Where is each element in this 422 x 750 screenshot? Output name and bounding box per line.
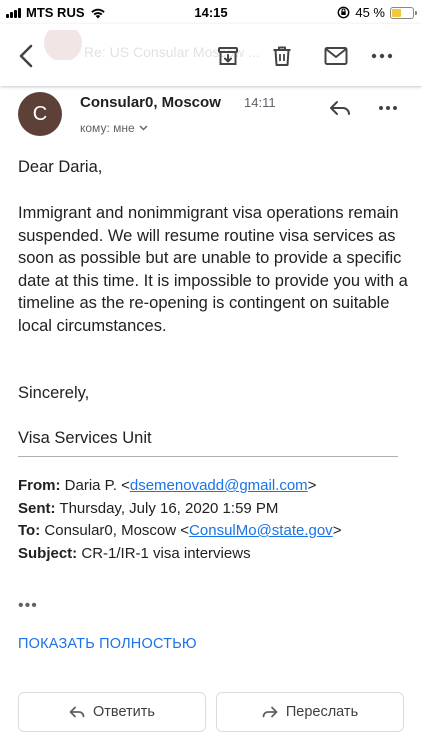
reply-icon xyxy=(329,100,351,116)
quoted-to-name: Consular0, Moscow < xyxy=(44,522,190,539)
quoted-from-end: > xyxy=(307,477,317,494)
more-horizontal-icon xyxy=(378,105,398,111)
message-toolbar xyxy=(0,24,422,86)
ghost-avatar xyxy=(44,30,82,60)
quoted-sent-label: Sent: xyxy=(18,499,56,517)
show-full-message-link[interactable]: ПОКАЗАТЬ ПОЛНОСТЬЮ xyxy=(18,636,197,652)
battery-percent: 45 % xyxy=(355,5,385,20)
header-more-button[interactable] xyxy=(372,92,404,124)
forward-icon xyxy=(262,706,278,718)
quoted-from-line xyxy=(18,475,418,498)
quoted-from-email-link[interactable]: dsemenovadd@gmail.com xyxy=(129,477,308,494)
forward-button-label: Переслать xyxy=(285,704,359,720)
reply-button[interactable] xyxy=(18,692,206,732)
status-bar xyxy=(0,0,422,24)
orientation-lock-icon xyxy=(337,6,350,19)
quoted-subject-value: CR-1/IR-1 visa interviews xyxy=(81,544,251,562)
more-horizontal-icon xyxy=(371,53,393,59)
message-header xyxy=(0,86,422,146)
carrier-name: MTS RUS xyxy=(26,5,85,20)
reply-icon xyxy=(69,706,85,718)
mark-unread-button[interactable] xyxy=(316,36,356,76)
quoted-from-label: From: xyxy=(18,477,61,494)
quote-divider xyxy=(18,456,398,457)
quoted-sent-line xyxy=(18,498,418,521)
delete-button[interactable] xyxy=(262,36,302,76)
chevron-down-icon xyxy=(139,125,148,131)
back-arrow-icon xyxy=(18,44,34,68)
trash-icon xyxy=(271,45,293,67)
greeting: Dear Daria, xyxy=(18,158,103,176)
sender-avatar[interactable]: C xyxy=(18,92,62,136)
status-time: 14:15 xyxy=(194,5,228,20)
quoted-subject-label: Subject: xyxy=(18,544,78,562)
quoted-to-label: To: xyxy=(18,522,41,539)
closing: Sincerely, xyxy=(18,384,90,402)
show-trimmed-content-button[interactable]: ••• xyxy=(18,597,38,614)
ghost-text: Re: US Consular Moscow ... xyxy=(84,44,260,60)
sender-name: Consular0, Moscow xyxy=(80,94,221,111)
reply-button-label: Ответить xyxy=(93,704,155,720)
forward-button[interactable] xyxy=(216,692,404,732)
quoted-to-end: > xyxy=(332,522,342,539)
header-reply-button[interactable] xyxy=(324,92,356,124)
battery-icon xyxy=(390,7,414,19)
status-right xyxy=(337,5,414,20)
body-paragraph: Immigrant and nonimmigrant visa operations remain suspended. We will resume routine visa services as soon as possible but are unable to provide a specific date at this time. It is impossible to provide you with a timeline as the re-opening is contingent on suitable local circumstances. xyxy=(18,204,408,335)
quoted-from-name: Daria P. < xyxy=(64,477,130,494)
more-options-button[interactable] xyxy=(362,36,402,76)
message-time: 14:11 xyxy=(244,95,276,110)
archive-icon xyxy=(217,45,239,67)
recipient-details-toggle[interactable] xyxy=(80,121,148,135)
quoted-subject-line xyxy=(18,543,418,566)
recipient-label: кому: мне xyxy=(80,121,135,135)
quoted-to-line xyxy=(18,520,418,543)
quoted-header xyxy=(18,475,418,565)
quoted-to-email-link[interactable]: ConsulMo@state.gov xyxy=(189,522,333,539)
signature: Visa Services Unit xyxy=(18,429,152,447)
mail-icon xyxy=(324,46,348,66)
quoted-sent-value: Thursday, July 16, 2020 1:59 PM xyxy=(59,499,279,517)
archive-button[interactable] xyxy=(208,36,248,76)
back-button[interactable] xyxy=(6,36,46,76)
